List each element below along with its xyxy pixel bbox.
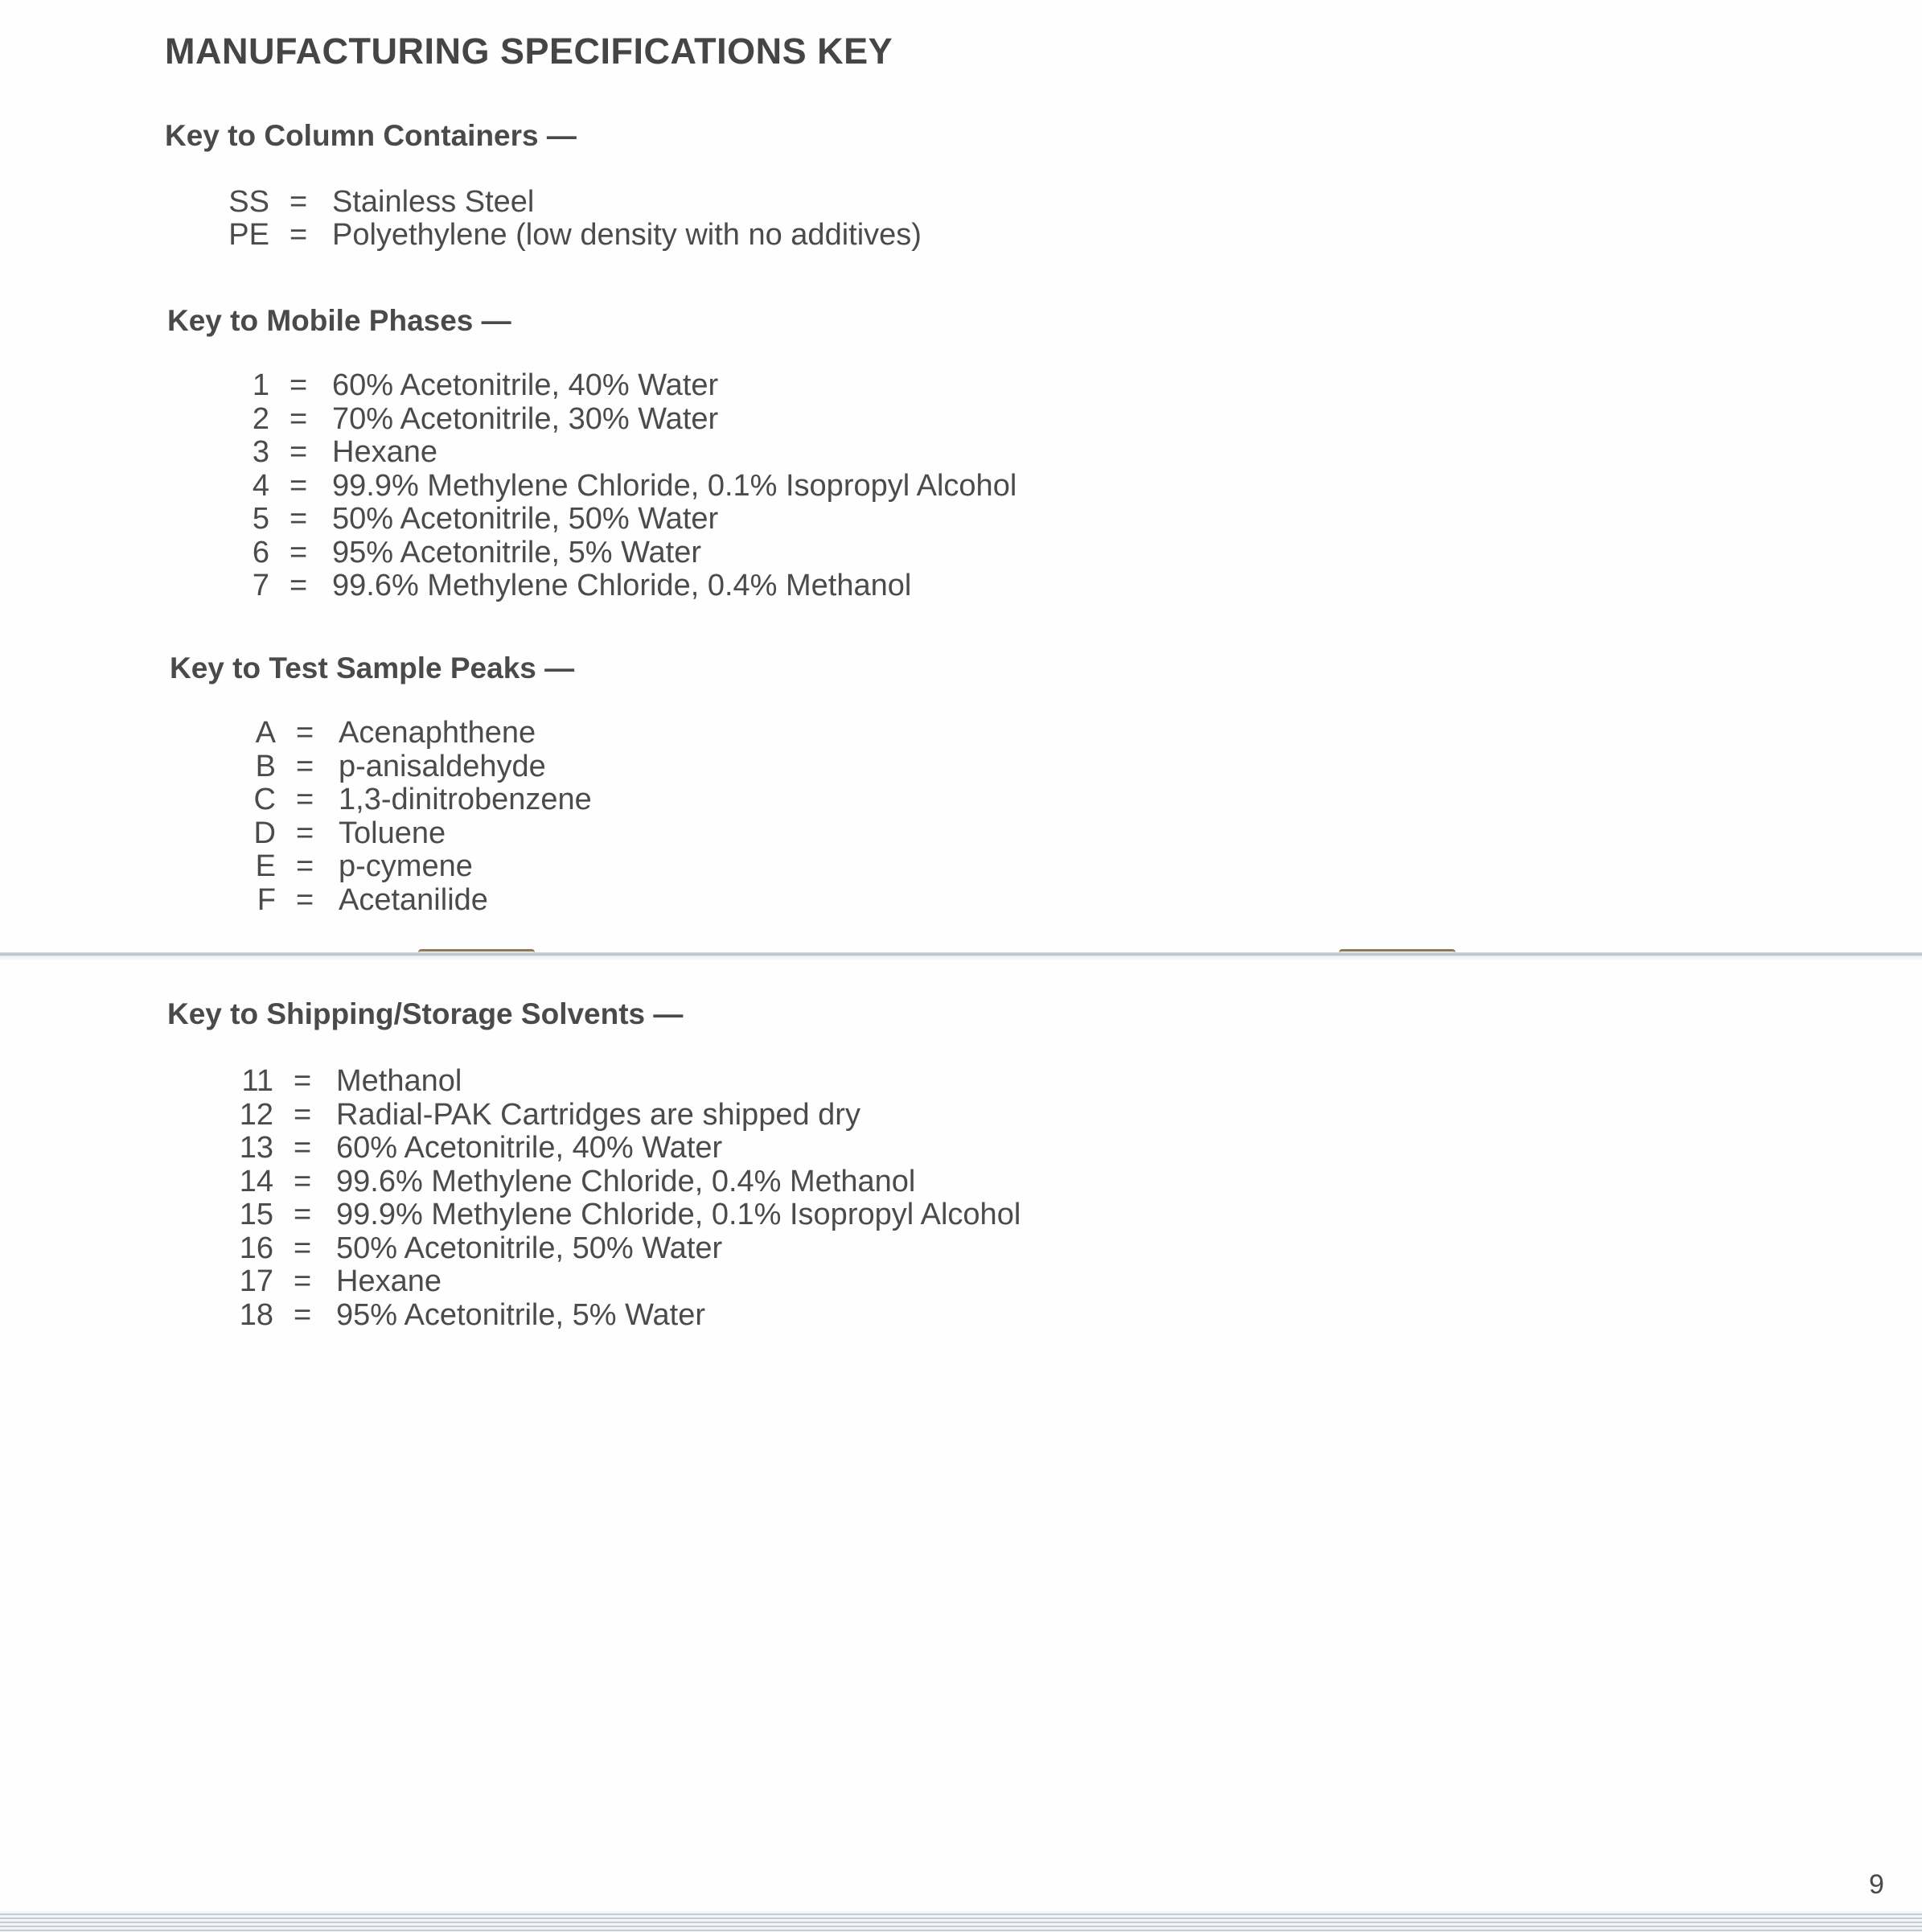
item-code: 4 xyxy=(252,468,269,503)
list-item xyxy=(0,716,1922,750)
item-equals: = xyxy=(290,218,308,252)
item-code: 11 xyxy=(241,1064,273,1098)
item-equals: = xyxy=(294,1064,312,1098)
item-code: 15 xyxy=(239,1198,273,1231)
item-code: 16 xyxy=(239,1231,273,1265)
item-equals: = xyxy=(294,1264,312,1298)
item-description: 60% Acetonitrile, 40% Water xyxy=(336,1131,723,1165)
item-description: Acenaphthene xyxy=(339,716,536,750)
list-item xyxy=(0,569,1922,602)
list-item xyxy=(0,435,1922,469)
item-equals: = xyxy=(296,783,314,816)
list-item xyxy=(0,816,1922,850)
list-item xyxy=(0,783,1922,816)
item-code: 12 xyxy=(239,1097,273,1132)
item-equals: = xyxy=(290,368,308,402)
list-item xyxy=(0,368,1922,402)
section-heading: Key to Test Sample Peaks — xyxy=(170,652,575,684)
item-code: 6 xyxy=(252,535,269,569)
item-equals: = xyxy=(294,1198,312,1231)
item-description: p-cymene xyxy=(339,849,473,883)
item-code: 14 xyxy=(239,1164,273,1198)
item-description: Radial-PAK Cartridges are shipped dry xyxy=(336,1097,860,1132)
item-equals: = xyxy=(296,716,314,750)
section-heading: Key to Column Containers — xyxy=(165,119,577,152)
item-code: 13 xyxy=(239,1131,273,1165)
item-equals: = xyxy=(290,535,308,569)
item-equals: = xyxy=(294,1097,312,1132)
item-code: E xyxy=(255,849,276,883)
item-code: 7 xyxy=(252,569,269,602)
item-description: Hexane xyxy=(332,435,437,469)
list-item xyxy=(0,469,1922,503)
item-code: B xyxy=(255,749,276,783)
item-code: 2 xyxy=(252,401,269,436)
item-equals: = xyxy=(296,816,314,850)
item-equals: = xyxy=(290,502,308,536)
item-code: PE xyxy=(228,218,269,252)
item-description: Toluene xyxy=(339,816,446,850)
item-code: 5 xyxy=(252,502,269,536)
item-description: Methanol xyxy=(336,1064,462,1098)
list-item xyxy=(0,1198,1922,1231)
item-description: Stainless Steel xyxy=(332,185,535,219)
list-item xyxy=(0,1264,1922,1298)
list-item xyxy=(0,849,1922,883)
item-description: 50% Acetonitrile, 50% Water xyxy=(336,1231,723,1265)
item-description: Acetanilide xyxy=(339,882,488,917)
item-equals: = xyxy=(294,1131,312,1165)
list-item xyxy=(0,536,1922,569)
item-description: 60% Acetonitrile, 40% Water xyxy=(332,368,719,402)
page-title: MANUFACTURING SPECIFICATIONS KEY xyxy=(165,31,893,72)
page-fold-shadow xyxy=(0,956,1922,960)
list-item xyxy=(0,402,1922,436)
list-item xyxy=(0,185,1922,219)
section-heading: Key to Mobile Phases — xyxy=(167,304,511,337)
list-item xyxy=(0,1298,1922,1332)
item-description: 95% Acetonitrile, 5% Water xyxy=(336,1297,706,1332)
item-code: SS xyxy=(228,185,269,219)
list-item xyxy=(0,1131,1922,1165)
item-code: 1 xyxy=(252,368,269,402)
section-heading: Key to Shipping/Storage Solvents — xyxy=(167,997,684,1030)
item-equals: = xyxy=(290,401,308,436)
list-item xyxy=(0,1231,1922,1265)
item-code: D xyxy=(253,816,276,850)
item-code: 3 xyxy=(252,435,269,469)
item-description: 50% Acetonitrile, 50% Water xyxy=(332,502,719,536)
item-description: 99.9% Methylene Chloride, 0.1% Isopropyl Alcohol xyxy=(332,468,1017,503)
item-description: Hexane xyxy=(336,1264,441,1298)
item-description: 99.6% Methylene Chloride, 0.4% Methanol xyxy=(332,569,912,602)
item-description: p-anisaldehyde xyxy=(339,749,546,783)
list-item xyxy=(0,1064,1922,1098)
item-code: 18 xyxy=(239,1297,273,1332)
item-equals: = xyxy=(290,185,308,219)
item-description: 95% Acetonitrile, 5% Water xyxy=(332,535,702,569)
item-code: C xyxy=(253,783,276,816)
list-item xyxy=(0,750,1922,783)
item-code: A xyxy=(255,716,276,750)
item-equals: = xyxy=(296,849,314,883)
staple xyxy=(418,949,535,958)
item-description: 99.9% Methylene Chloride, 0.1% Isopropyl Alcohol xyxy=(336,1198,1021,1231)
page-bottom-edge xyxy=(0,1911,1922,1932)
item-equals: = xyxy=(290,569,308,602)
item-description: Polyethylene (low density with no additives) xyxy=(332,218,922,252)
item-description: 1,3-dinitrobenzene xyxy=(339,783,592,816)
item-description: 99.6% Methylene Chloride, 0.4% Methanol xyxy=(336,1164,916,1198)
item-equals: = xyxy=(294,1297,312,1332)
list-item xyxy=(0,883,1922,917)
list-item xyxy=(0,1165,1922,1198)
page-number: 9 xyxy=(1869,1869,1884,1900)
item-equals: = xyxy=(296,882,314,917)
item-equals: = xyxy=(290,435,308,469)
item-equals: = xyxy=(294,1231,312,1265)
item-equals: = xyxy=(290,468,308,503)
staple xyxy=(1339,949,1456,958)
item-equals: = xyxy=(296,749,314,783)
list-item xyxy=(0,1098,1922,1132)
item-code: F xyxy=(257,882,276,917)
item-code: 17 xyxy=(239,1264,273,1298)
item-equals: = xyxy=(294,1164,312,1198)
item-description: 70% Acetonitrile, 30% Water xyxy=(332,401,719,436)
list-item xyxy=(0,502,1922,536)
list-item xyxy=(0,218,1922,252)
